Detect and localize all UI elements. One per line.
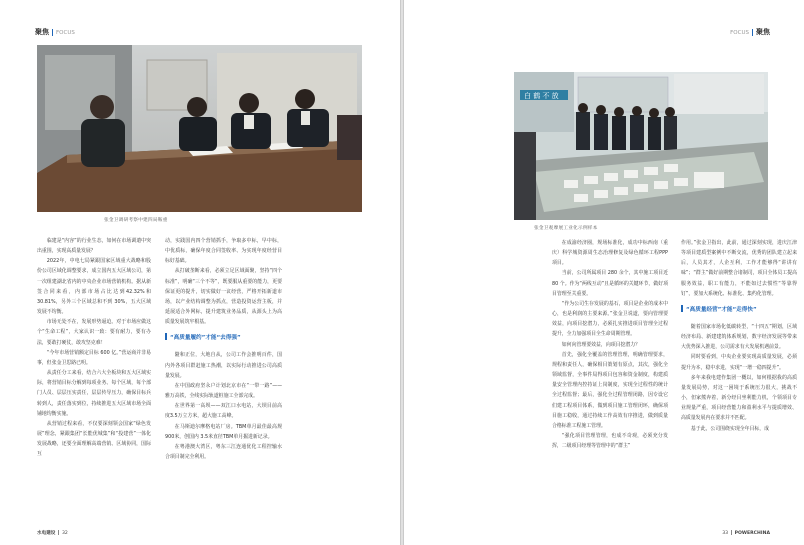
paragraph: 同时要看到，中央企业要实现高质量发展，必须提升为本，稳中求进，实现“一增一稳四提升”。 <box>681 354 797 371</box>
right-page <box>404 0 804 545</box>
paragraph: 临建是“内容”的行业生态，如何在市场调遣中突出重围，实现高质量发展？ <box>37 238 151 255</box>
right-column-2-body <box>681 322 797 434</box>
left-column-1 <box>37 236 151 459</box>
right-column-1 <box>552 238 668 451</box>
magazine-name: 水电建设 <box>37 531 56 536</box>
paragraph: 从责任分工来看，结合六大全板块和五大区域实际，将营销目标分解到每项业务、每个区域，每个部门人员、层层压实责任，层层传导压力，确保目标兵转到人，责任落实到位，持续推进五大区域市场全面铺地均衡实施。 <box>37 370 151 417</box>
paragraph: “作为公司生存发展的基石，项目是企业的成本中心，也是利润的主要来源。”张金卫说道，要向管理要效益，向项目挖潜力，必须扎实推进项目管理全过程提升，全力加强项目全生命周期管理。 <box>552 300 668 338</box>
paragraph: 如何向管理要效益，向项目挖潜力？ <box>561 341 641 348</box>
right-column-2 <box>681 238 797 434</box>
paragraph: 在马斯迪尔摩格电站厂房。TBM单月最佳最高规900米，创国内 3.5米直径TBM单月掘进新记录。 <box>165 423 282 440</box>
section-header <box>730 27 770 37</box>
paragraph: 隨和正位，大地自从，公司工作会推明百件，国内外各项目群赶施工热潮，以实际行动推进公司高质量发展。 <box>165 352 282 379</box>
paragraph: 在粤港澳大湾区，粤东三江连通优化工程控输水合项目制完全利用。 <box>165 443 282 460</box>
footer-divider <box>58 530 59 535</box>
paragraph: 当前，公司所属项目 280 余个，其中施工项目近 80 个。作为“两线互动”且是循环的关键环节，做好项目管理至关重要。 <box>552 270 668 297</box>
subheading-marker <box>165 333 167 340</box>
paragraph: 从打破垄断来看，必须立足区域面聚，坚持“四个标准”，明确“三个不等”，既要服从重要的能力，更要保证更的提升，切实做好一议经营，严格开拓新道市场，以产业结构调整为抓点，营造投资运营主板，并延展适合外网标，提升建筑业务品质，从源头上为高质量发展筑牢根基。 <box>165 268 282 326</box>
right-column-2-intro <box>681 238 797 299</box>
paragraph: 动，实践国内四个营销抓手，争取多中标，早中标，中优质标，确保年度合同签收率、为实现年度经营目标好基础。 <box>165 238 282 265</box>
page-number: 32 <box>61 531 68 536</box>
left-column-2 <box>165 236 282 462</box>
paragraph: 首先，强化全覆盖的管理管理，明确管理要求，规程和责任人，确保相目策划有原点，其次，强化全领域监督，全事件局得项目包容和资金制度，构建质量安全管理内控持证上岗制度，实现全过程性的统计全过程监督；最后，强化全过程管理闭路，因专设它们建工程项目体系，做到项目施工管理闭环，确保项目施工稳收，通过持续工作高效有序推进，做到质量合格标准工程施工管理。 <box>552 351 668 429</box>
paragraph: 在世界第一高坝——双江口水电站，大坝目前高度3.5万立方米，超大施工高峰。 <box>165 403 282 420</box>
left-page <box>0 0 400 545</box>
paragraph: “强化项目管理管理，也成不奇观，必须充分发挥，二级项目经理等管理中的“群主” <box>552 432 668 450</box>
photo-caption: 张金卫观摩展工业化示例样本 <box>534 226 598 231</box>
paragraph: 基于此，公司围绕实现全年目标，成 <box>690 425 770 432</box>
subheading-quality-performance <box>165 333 282 344</box>
footer-divider <box>731 530 732 535</box>
paragraph: 从营销过程来看，不仅要深刻领会国家“绿色发展”理念，紧跟集团“长能优城集”和“投建营”一体化发展战略，还要全面理解高端营销、区域协同，国际互 <box>37 420 151 458</box>
header-divider <box>52 29 53 36</box>
model-viewing-illustration <box>514 72 768 220</box>
paragraph: “今年市场营销额定目标 600 亿。”营运商并非易事，但张金卫思路已明。 <box>37 349 151 366</box>
subheading-text: “高质量履约”才能“去得强” <box>170 335 241 342</box>
photo-caption: 张金卫调研考察中建四局鞍重 <box>104 218 168 223</box>
left-column-2-intro <box>165 236 282 327</box>
section-title-cn: 聚焦 <box>756 28 770 36</box>
section-title-en: FOCUS <box>730 30 749 36</box>
paragraph: 市场无处不在，发展形势逼迫。对于市场应做这个“生命工程”，大家认识一致：要有耐力，要有办法，要敢打硬仗，敢攻坚克难！ <box>37 319 151 346</box>
section-title-cn: 聚焦 <box>35 28 49 36</box>
section-header <box>35 27 75 37</box>
model-viewing-photo <box>514 72 768 220</box>
paragraph: 多年来我电建作集团一概以，如何根据我的高质量发展局势，对这一困境于系统压力很大，挑战不小，但家熊奔着，新分经目坐利能力机，个领项目专业规量严重，项目经营能力和盈利水平与提质增效、高质量发展内在要求并不匹配。 <box>681 374 797 422</box>
paragraph: 2022年，中电七局紧跟国家区域重大战略和股份公司区域化调整要求，成立国内五大区域公司，第一次组建湖北省内的中央企业市场营销机构。据从新签合同来看，内部市场占比达到42.32%和 30.81%，另外三个区域总和不到 30%，五大区域发展不均衡。 <box>37 258 151 316</box>
paragraph: 作用。”张金卫指出，此前，通过深刻实现，进庆江津等项目建质型案例中不断交流，优秀的团队建立起来后，人员其才，人企互利，工作才能够得“讲讲有味”；“群主”做好前期整合诸制司，项目全体员工提高服务效益，职工有能力，不能如过去惯性“等靠得钉”，要加大系统化、标准化、集约化管理。 <box>681 240 797 297</box>
meeting-photo <box>37 45 362 212</box>
page-number: 33 <box>722 531 729 536</box>
magazine-name: POWERCHINA <box>734 531 770 536</box>
subheading-text: “高质量经营”才能“走得快” <box>686 306 757 313</box>
left-page-footer <box>37 530 68 536</box>
header-divider <box>752 29 753 36</box>
section-title-en: FOCUS <box>56 30 75 36</box>
paragraph: 在成渝经济圈，规场标准化，成功中标西南（重庆）科学城资源周生态治理修复及绿色循环工程PPP项目。 <box>552 240 668 267</box>
paragraph: 随着国家市场化低碳转型，“十四五”期划，区域经济布局、新建建筑体系规划，数字经济发展等带来大优势深入推进，公司需求有大发展机遇前景。 <box>681 323 797 351</box>
meeting-photo-illustration <box>37 45 362 212</box>
subheading-quality-operation <box>681 305 797 316</box>
subheading-marker <box>681 305 683 312</box>
signboard-text: 白 鹤 不 放 <box>524 92 559 100</box>
paragraph: 在中国政府坚永户计划北京市在“一带一路”——雅万高铁，全线实际轨道桩施工全部完成。 <box>165 382 282 400</box>
left-column-2-body <box>165 350 282 462</box>
right-page-footer <box>722 530 770 536</box>
